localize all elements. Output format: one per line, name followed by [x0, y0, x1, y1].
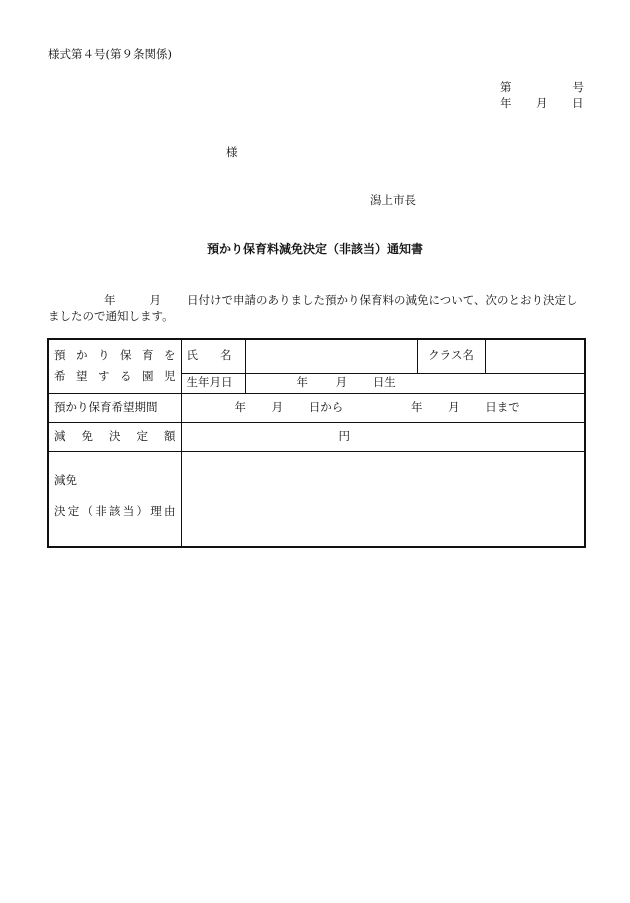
child-label-line1: 預 か り 保 育 を	[54, 348, 176, 363]
period-field[interactable]	[181, 393, 585, 422]
period-to-day: 日まで	[485, 399, 520, 414]
period-label: 預かり保育希望期間	[48, 393, 181, 422]
application-table	[47, 338, 586, 548]
reason-label-line2: 決 定 （ 非 該 当 ） 理 由	[54, 504, 176, 519]
body-year: 年	[104, 293, 116, 307]
issue-date-day: 日	[572, 96, 584, 110]
doc-number-suffix: 号	[572, 80, 584, 94]
birth-day: 日生	[372, 375, 396, 390]
name-label-2: 名	[220, 348, 232, 363]
child-label-line2: 希 望 す る 園 児	[54, 369, 176, 384]
body-line1: 日付けで申請のありました預かり保育料の減免について、次のとおり決定し	[187, 293, 578, 307]
document-title: 預かり保育料減免決定（非該当）通知書	[206, 242, 423, 256]
doc-number-prefix: 第	[500, 80, 512, 94]
period-from-year: 年	[234, 399, 246, 414]
amount-unit: 円	[338, 428, 350, 443]
notice-body	[48, 292, 584, 324]
period-from-month: 月	[271, 399, 284, 414]
reason-label-cell	[48, 451, 181, 547]
birth-year: 年	[296, 375, 308, 390]
name-field[interactable]	[245, 339, 417, 373]
name-label-cell	[181, 339, 245, 373]
birthdate-field[interactable]	[245, 373, 585, 393]
reason-field[interactable]	[181, 451, 585, 547]
birthdate-label: 生年月日	[181, 373, 245, 393]
issue-date-year: 年	[500, 96, 512, 110]
birth-month: 月	[335, 375, 348, 390]
document-number	[500, 81, 584, 95]
reason-label-line1: 減免	[54, 472, 77, 487]
period-to-year: 年	[410, 399, 423, 414]
period-to-month: 月	[448, 399, 460, 414]
body-line2: ましたので通知します。	[48, 309, 174, 323]
form-number: 様式第４号(第９条関係)	[48, 47, 172, 61]
amount-label-cell: 減 免 決 定 額	[48, 422, 181, 451]
child-label-cell	[48, 339, 181, 393]
period-from-day: 日から	[308, 399, 344, 414]
recipient-honorific: 様	[226, 145, 238, 159]
body-month: 月	[149, 293, 161, 307]
issue-date-month: 月	[536, 96, 548, 110]
class-field[interactable]	[485, 339, 585, 373]
class-label: クラス名	[417, 339, 485, 373]
amount-field[interactable]	[181, 422, 585, 451]
issuer-name: 潟上市長	[370, 193, 416, 207]
name-label-1: 氏	[186, 348, 198, 363]
